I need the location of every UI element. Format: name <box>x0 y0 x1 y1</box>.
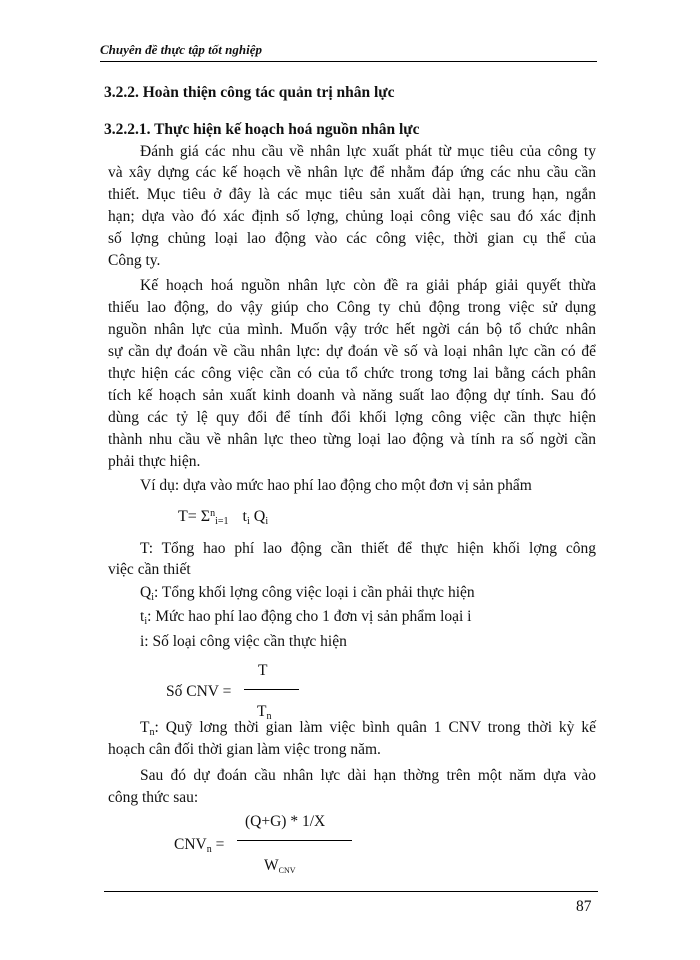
tn-symbol: T <box>140 719 150 736</box>
t-sub: i <box>144 616 148 627</box>
para1-line: hạn; dựa vào đó xác định số lợng, chủng loại công việc sau đó xác định <box>108 208 596 225</box>
q-symbol: Q <box>253 508 266 525</box>
def-tn-line1 <box>140 719 596 738</box>
para3-line: công thức sau: <box>108 789 199 806</box>
header-rule <box>100 61 597 62</box>
formula-lhs: T= <box>178 508 197 525</box>
running-header: Chuyên đề thực tập tốt nghiệp <box>100 42 262 57</box>
formula3-lhs <box>174 836 224 855</box>
para2-line: phải thực hiện. <box>108 453 201 470</box>
para2-line: thành nhu cầu về nhân lực theo từng loại lao động và tính ra số ngời cần <box>108 431 596 448</box>
t-symbol: t <box>242 508 247 525</box>
para1-line: số lợng chủng loại lao động vào các công việc, thời gian cụ thể của <box>108 230 596 247</box>
w-symbol: W <box>264 857 279 874</box>
para2-line: sự cần dự đoán về cầu nhân lực: dự đoán về số và loại nhân lực cần có để <box>108 343 596 360</box>
q-sub: i <box>151 592 154 603</box>
sum-upper: n <box>210 508 216 519</box>
para1-line: Đánh giá các nhu cầu về nhân lực xuất phát từ mục tiêu của công ty <box>140 143 596 160</box>
para1-line: thiết. Mục tiêu ở đây là các mục tiêu sản xuất dài hạn, trung hạn, ngắn <box>108 186 596 203</box>
def-tn-line2: hoạch cân đối thời gian làm việc trong năm. <box>108 741 381 758</box>
subsection-heading: 3.2.2.1. Thực hiện kế hoạch hoá nguồn nhân lực <box>104 121 420 138</box>
def-q-text: : Tổng khối lợng công việc loại i cần phải thực hiện <box>153 584 475 601</box>
para1-line: Công ty. <box>108 252 161 269</box>
formula2-lhs: Số CNV = <box>166 683 232 700</box>
equals-sign: = <box>215 836 225 853</box>
para2-line: dùng các tỷ lệ quy đổi để tính đổi khối lợng công việc cần thực hiện <box>108 409 596 426</box>
para1-line: và xây dựng các kế hoạch về nhân lực để nhằm đáp ứng các nhu cầu cần <box>108 164 596 181</box>
tn-symbol: T <box>257 703 267 720</box>
para2-line: Kế hoạch hoá nguồn nhân lực còn đề ra giải pháp giải quyết thừa <box>140 277 596 294</box>
t-sub: i <box>246 516 250 527</box>
def-q <box>140 584 475 603</box>
q-sub: i <box>265 516 269 527</box>
t-symbol: t <box>140 608 145 625</box>
section-heading: 3.2.2. Hoàn thiện công tác quản trị nhân lực <box>104 84 395 101</box>
formula3-denominator <box>264 857 296 875</box>
para2-line: thiếu lao động, do vậy giúp cho Công ty chủ động trong việc sử dụng <box>108 299 596 316</box>
cnv-sub: n <box>206 844 212 855</box>
def-tn-text: : Quỹ lơng thời gian làm việc bình quân 1 CNV trong thời kỳ kế <box>154 719 596 736</box>
example-intro: Ví dụ: dựa vào mức hao phí lao động cho một đơn vị sản phẩm <box>140 477 532 494</box>
sum-lower: i=1 <box>215 516 229 527</box>
def-t-line: T: Tổng hao phí lao động cần thiết để thực hiện khối lợng công <box>140 540 596 557</box>
def-t-small <box>140 608 472 627</box>
tn-sub: n <box>149 727 155 738</box>
tn-sub: n <box>266 711 272 722</box>
para2-line: tích kế hoạch sản xuất kinh doanh và năng suất lao động dự tính. Sau đó <box>108 387 596 404</box>
w-sub: CNV <box>278 866 296 875</box>
sigma-symbol: Σ <box>200 508 211 525</box>
para2-line: thực hiện các công việc cần có của tổ chức trong tơng lai bằng cách phân <box>108 365 596 382</box>
def-t-line: việc cần thiết <box>108 561 191 578</box>
q-symbol: Q <box>140 584 152 601</box>
para2-line: nguồn nhân lực của mình. Muốn vậy trớc hết ngời cán bộ tổ chức nhân <box>108 321 596 338</box>
para3-line: Sau đó dự đoán cầu nhân lực dài hạn thờng trên một năm dựa vào <box>140 767 596 784</box>
formula2-numerator: T <box>258 662 268 679</box>
formula-sum <box>178 508 268 527</box>
cnv-symbol: CNV <box>174 836 207 853</box>
fraction-bar <box>244 689 299 690</box>
footer-rule <box>104 891 598 892</box>
fraction-bar <box>237 840 352 841</box>
def-i: i: Số loại công việc cần thực hiện <box>140 633 347 650</box>
page-number: 87 <box>576 898 592 915</box>
def-t-text: : Mức hao phí lao động cho 1 đơn vị sản phẩm loại i <box>147 608 472 625</box>
formula3-numerator: (Q+G) * 1/X <box>245 813 326 830</box>
